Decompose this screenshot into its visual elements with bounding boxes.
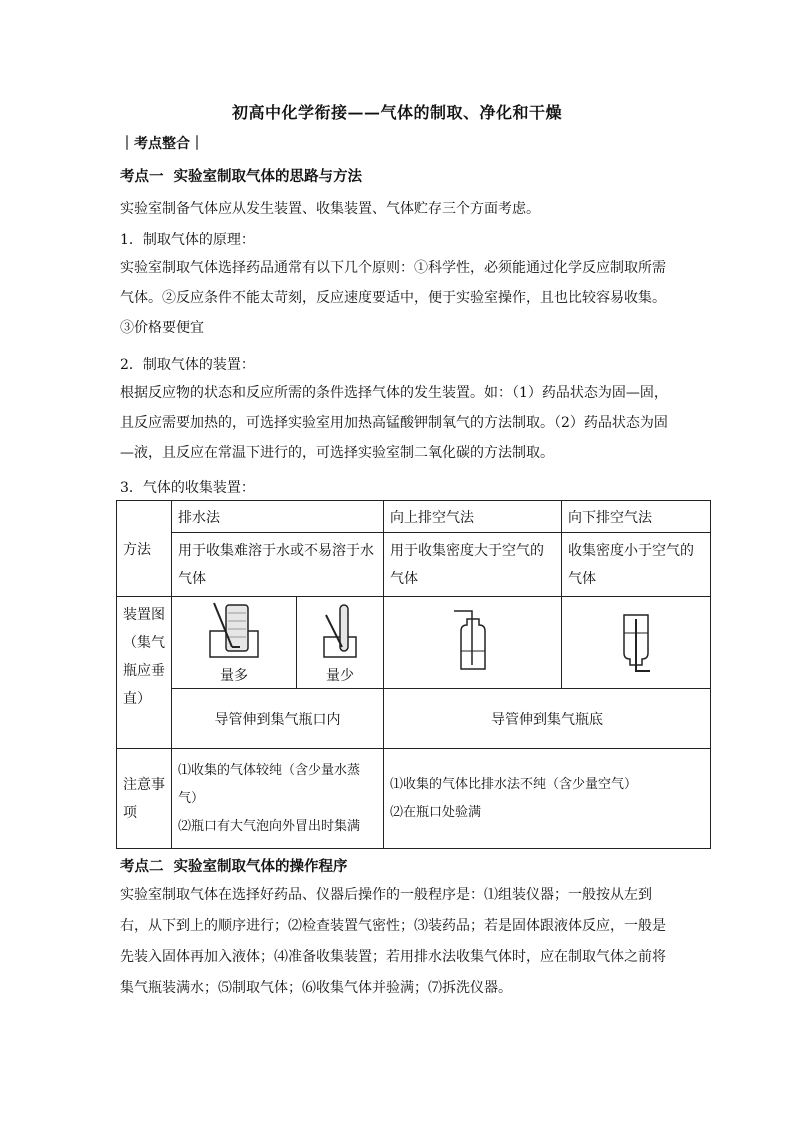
upward-air-use: 用于收集密度大于空气的气体 [384, 533, 562, 597]
section1-heading [120, 165, 362, 186]
fig-water-small [297, 597, 384, 689]
section1-label: 考点一 [120, 168, 164, 185]
water-notes [172, 749, 384, 849]
item1-text: 实验室制取气体选择药品通常有以下几个原则：①科学性，必须能通过化学反应制取所需气体。②反应条件不能太苛刻，反应速度要适中，便于实验室操作，且也比较容易收集。③价格要便宜 [120, 260, 666, 336]
water-note-1: ⑴收集的气体较纯（含少量水蒸气） [178, 762, 361, 806]
water-displacement-large-icon [206, 601, 262, 659]
notes-header: 注意事项 [117, 749, 172, 849]
water-method-header: 排水法 [172, 501, 384, 533]
downward-air-use: 收集密度小于空气的气体 [562, 533, 711, 597]
item2-text: 根据反应物的状态和反应所需的条件选择气体的发生装置。如：（1）药品状态为固—固，且反应需要加热的，可选择实验室用加热高锰酸钾制氧气的方法制取。（2）药品状态为固—液，且反应在常温下进行的，可选择实验室制二氧化碳的方法制取。 [120, 385, 668, 461]
fig-upward-air [384, 597, 562, 689]
item1-title: 1．制取气体的原理： [120, 232, 255, 248]
collection-table [116, 500, 711, 849]
item2-title: 2．制取气体的装置： [120, 357, 255, 373]
downward-air-header: 向下排空气法 [562, 501, 711, 533]
section2-title: 实验室制取气体的操作程序 [173, 858, 348, 875]
fig-label-more: 量多 [220, 667, 248, 684]
item3-title: 3．气体的收集装置： [120, 480, 255, 496]
section1-intro: 实验室制备气体应从发生装置、收集装置、气体贮存三个方面考虑。 [120, 201, 540, 217]
fig-water-large [172, 597, 297, 689]
page-title: 初高中化学衔接——气体的制取、净化和干燥 [231, 103, 562, 122]
section2-label: 考点二 [120, 858, 164, 875]
water-method-use: 用于收集难溶于水或不易溶于水气体 [172, 533, 384, 597]
upward-air-header: 向上排空气法 [384, 501, 562, 533]
air-tube-note: 导管伸到集气瓶底 [384, 689, 711, 749]
water-note-2: ⑵瓶口有大气泡向外冒出时集满 [178, 818, 361, 834]
upward-air-bottle-icon [451, 609, 495, 673]
fig-downward-air [562, 597, 711, 689]
section1-title: 实验室制取气体的思路与方法 [173, 168, 362, 185]
air-note-2: ⑵在瓶口处验满 [390, 804, 482, 820]
section2-text: 实验室制取气体在选择好药品、仪器后操作的一般程序是：⑴组装仪器；一般按从左到右，从下到上的顺序进行；⑵检查装置气密性；⑶装药品；若是固体跟液体反应，一般是先装入固体再加入液体；⑷准备收集装置；若用排水法收集气体时，应在制取气体之前将集气瓶装满水；⑸制取气体；⑹收集气体并验满；⑺拆洗仪器。 [120, 887, 666, 996]
section-tag: ｜考点整合｜ [120, 136, 204, 152]
fig-label-less: 量少 [326, 667, 354, 684]
water-tube-note: 导管伸到集气瓶口内 [172, 689, 384, 749]
air-notes [384, 749, 711, 849]
water-displacement-small-icon [320, 601, 360, 659]
apparatus-header: 装置图（集气瓶应垂直） [117, 597, 172, 749]
method-header: 方法 [117, 501, 172, 597]
air-note-1: ⑴收集的气体比排水法不纯（含少量空气） [390, 776, 638, 792]
section2-heading [120, 855, 348, 876]
downward-air-bottle-icon [614, 609, 658, 673]
